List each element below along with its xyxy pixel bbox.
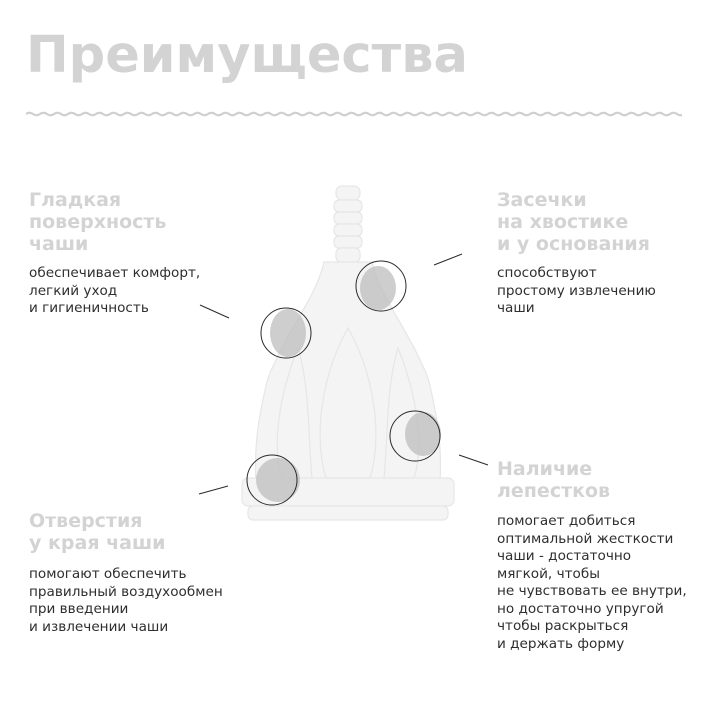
feature-heading-smooth-surface: Гладкая поверхность чаши	[29, 189, 167, 255]
connector-notches	[434, 254, 462, 265]
page-title: Преимущества	[26, 26, 468, 85]
feature-heading-notches: Засечки на хвостике и у основания	[497, 189, 650, 255]
feature-description-smooth-surface: обеспечивает комфорт, легкий уход и гигиеничность	[29, 265, 201, 316]
connector-rim-holes	[199, 486, 228, 494]
feature-description-petals: помогает добиться оптимальной жесткости чаши - достаточно мягкой, чтобы не чувствовать ее внутри, но достаточно упругой чтобы раскрыться и держать форму	[497, 513, 687, 652]
connector-smooth-surface	[200, 305, 229, 318]
feature-heading-petals: Наличие лепестков	[497, 458, 611, 502]
feature-heading-rim-holes: Отверстия у края чаши	[29, 510, 166, 554]
connector-petals	[459, 455, 488, 465]
feature-description-notches: способствуют простому извлечению чаши	[497, 265, 656, 316]
feature-description-rim-holes: помогают обеспечить правильный воздухообмен при введении и извлечении чаши	[29, 566, 223, 635]
